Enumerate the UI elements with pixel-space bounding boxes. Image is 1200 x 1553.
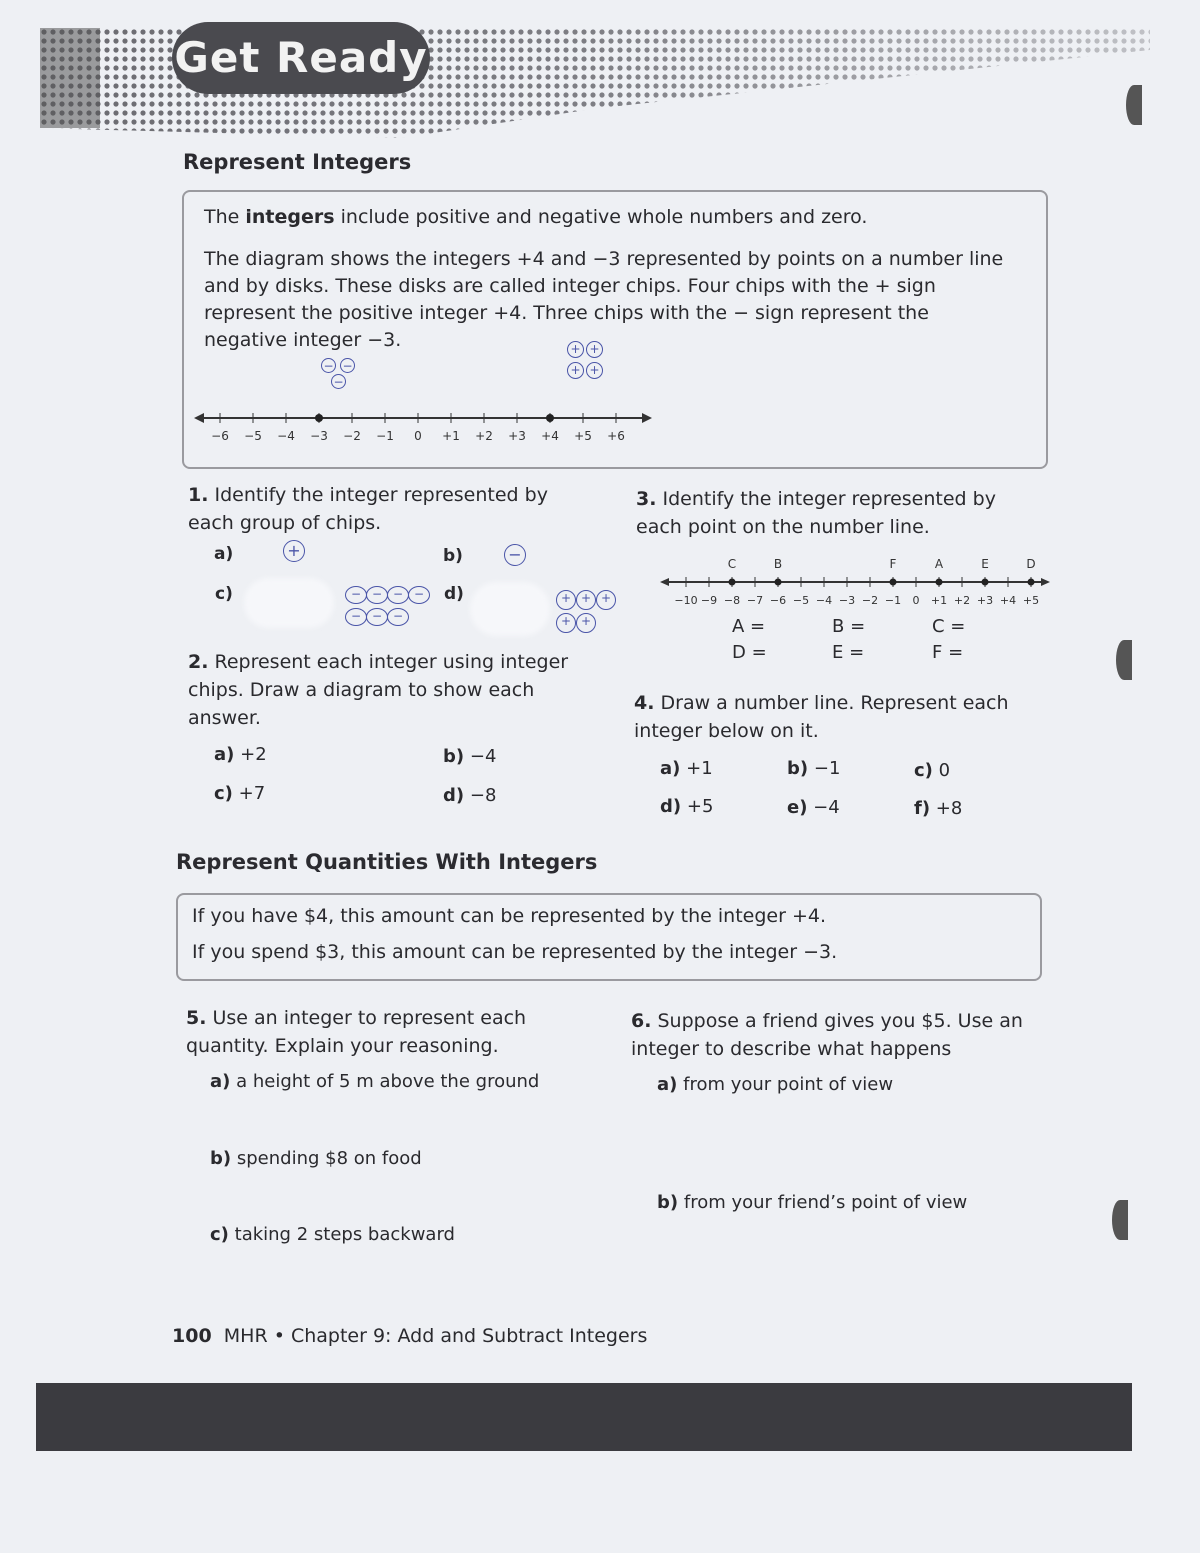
q5-item-a: a) a height of 5 m above the ground [210,1071,540,1092]
point-letter: D [1026,557,1036,571]
positive-chip: + [576,590,596,610]
question-prompt: Identify the integer represented by each point on the number line. [636,488,996,538]
binder-hole-mark [1112,1200,1128,1240]
negative-chip: − [345,586,367,604]
number-line-point [982,579,989,586]
negative-chip: − [366,608,388,626]
number-line-point [936,579,943,586]
negative-chip: − [340,358,355,373]
publisher: MHR [223,1325,268,1347]
q1-label-d: d) [444,584,464,604]
erased-area [244,578,334,628]
q4-item-d: d) +5 [660,796,714,817]
point-letter: C [727,557,737,571]
q6-item-a: a) from your point of view [657,1074,894,1095]
number-line-point [1028,579,1035,586]
integers-definition: The integers include positive and negative whole numbers and zero. [204,206,868,228]
question-prompt: Use an integer to represent each quantity. Explain your reasoning. [186,1007,527,1057]
q3-answer-a: A = [732,616,766,637]
tick-label: +4 [999,594,1017,607]
q4-item-e: e) −4 [787,797,840,818]
negative-chip: − [366,586,388,604]
q5-item-b: b) spending $8 on food [210,1148,422,1169]
tick-label: +5 [1022,594,1040,607]
page-number: 100 [172,1325,212,1347]
tick-label: +1 [930,594,948,607]
positive-chip: + [586,362,603,379]
integers-diagram-explanation: The diagram shows the integers +4 and −3 represented by points on a number line and by disks. These disks are called integer chips. Four chips with the + sign represent the positive integer +4. Three chips with the − sign represent the negative integer −3. [204,248,1004,351]
question-6 [631,1007,1041,1063]
question-number: 3. [636,488,657,510]
negative-chip: − [408,586,430,604]
q3-answer-c: C = [932,616,966,637]
tick-label: −5 [244,429,262,443]
tick-label: −1 [884,594,902,607]
tick-label: −5 [792,594,810,607]
tick-label: 0 [414,429,422,443]
positive-chip: + [576,613,596,633]
tick-label: −7 [746,594,764,607]
tick-label: 0 [912,594,920,607]
negative-chip: − [331,374,346,389]
tick-label: −8 [723,594,741,607]
q4-item-c: c) 0 [914,760,951,781]
quantities-info-box [176,893,1042,981]
question-prompt: Identify the integer represented by each group of chips. [188,484,548,534]
q3-answer-e: E = [832,642,865,663]
tick-label: −6 [769,594,787,607]
integers-info-box [182,190,1048,469]
negative-chip: − [321,358,336,373]
number-line-point [315,414,323,422]
question-number: 5. [186,1007,207,1029]
q6-item-b: b) from your friend’s point of view [657,1192,968,1213]
tick-label: −2 [343,429,361,443]
number-line-point [890,579,897,586]
positive-chip: + [283,540,305,562]
question-5 [186,1004,586,1060]
negative-chip: − [387,586,409,604]
q4-item-b: b) −1 [787,758,841,779]
point-letter: B [773,557,783,571]
point-letter: E [981,557,989,571]
positive-chip: + [567,341,584,358]
example-number-line [194,406,654,446]
q2-item-b: b) −4 [443,746,497,767]
tick-label: −2 [861,594,879,607]
number-line-point [775,579,782,586]
bottom-dark-band [36,1383,1132,1451]
question-number: 6. [631,1010,652,1032]
question-prompt: Suppose a friend gives you $5. Use an integer to describe what happens [631,1010,1023,1060]
binder-hole-mark [1126,85,1142,125]
positive-chip: + [586,341,603,358]
tick-label: −1 [376,429,394,443]
number-line-point [546,414,554,422]
positive-chip: + [556,590,576,610]
tick-label: +2 [953,594,971,607]
quantities-example-1: If you have $4, this amount can be represented by the integer +4. [192,905,826,927]
tick-label: −3 [310,429,328,443]
tick-label: +3 [508,429,526,443]
question-prompt: Represent each integer using integer chips. Draw a diagram to show each answer. [188,651,569,729]
tick-label: −4 [277,429,295,443]
negative-chip: − [345,608,367,626]
section-title-represent-quantities: Represent Quantities With Integers [176,850,598,874]
tick-label: +6 [607,429,625,443]
number-line-point [729,579,736,586]
chapter-title: Chapter 9: Add and Subtract Integers [290,1325,648,1347]
tick-label: −6 [211,429,229,443]
q3-answer-b: B = [832,616,866,637]
quantities-example-2: If you spend $3, this amount can be represented by the integer −3. [192,941,838,963]
point-letter: F [889,557,897,571]
binder-hole-mark [1116,640,1132,680]
question-number: 2. [188,651,209,673]
tick-label: −9 [700,594,718,607]
positive-chip: + [596,590,616,610]
negative-chip: − [387,608,409,626]
footer-bullet: • [273,1325,285,1347]
question-4 [634,689,1044,745]
q3-answer-f: F = [932,642,964,663]
tick-label: −3 [838,594,856,607]
tick-label: +1 [442,429,460,443]
erased-area [470,582,550,636]
q1-label-b: b) [443,546,463,566]
question-3 [636,485,1036,541]
section-title-represent-integers: Represent Integers [183,150,412,174]
question-number: 1. [188,484,209,506]
q3-answer-d: D = [732,642,767,663]
question-1 [188,481,588,537]
question-number: 4. [634,692,655,714]
q2-item-c: c) +7 [214,783,266,804]
page-footer [172,1325,647,1347]
tick-label: +5 [574,429,592,443]
q5-item-c: c) taking 2 steps backward [210,1224,455,1245]
q1-label-a: a) [214,544,234,564]
question-prompt: Draw a number line. Represent each integer below on it. [634,692,1009,742]
q4-item-a: a) +1 [660,758,713,779]
q1-label-c: c) [215,584,233,604]
negative-chip: − [504,544,526,566]
positive-chip: + [556,613,576,633]
tick-label: −4 [815,594,833,607]
header-title: Get Ready [172,22,430,94]
q2-item-d: d) −8 [443,785,497,806]
tick-label: +3 [976,594,994,607]
q4-item-f: f) +8 [914,798,963,819]
point-letter: A [934,557,944,571]
tick-label: +2 [475,429,493,443]
tick-label: +4 [541,429,559,443]
question-2 [188,648,598,732]
q3-number-line [660,554,1052,610]
q2-item-a: a) +2 [214,744,267,765]
positive-chip: + [567,362,584,379]
tick-label: −10 [674,594,698,607]
